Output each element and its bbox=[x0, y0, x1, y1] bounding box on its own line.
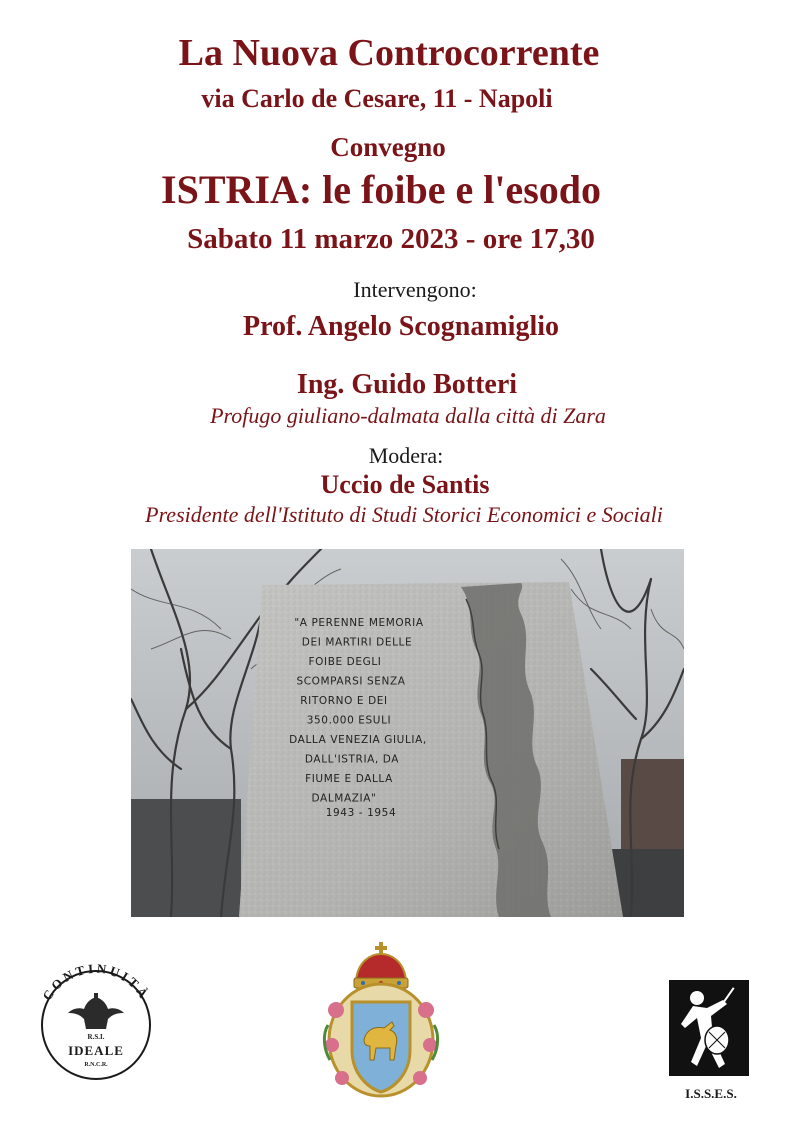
inscription-line: FOIBE DEGLI bbox=[308, 656, 382, 668]
logo-foot-text: R.N.C.R. bbox=[84, 1062, 108, 1068]
moderator-name: Uccio de Santis bbox=[320, 470, 490, 499]
speaker-name: Prof. Angelo Scognamiglio bbox=[242, 311, 560, 342]
logo-main-text: IDEALE bbox=[68, 1043, 124, 1058]
speakers-intro: Intervengono: bbox=[353, 277, 477, 302]
isses-logo bbox=[663, 978, 763, 1103]
inscription-years: 1943 - 1954 bbox=[325, 807, 397, 819]
inscription-line: SCOMPARSI SENZA bbox=[296, 675, 406, 688]
inscription-line: DALLA VENEZIA GIULIA, bbox=[289, 734, 427, 746]
moderator-intro: Modera: bbox=[368, 443, 444, 468]
coat-of-arms-logo bbox=[318, 940, 444, 1100]
speaker-name: Ing. Guido Botteri bbox=[296, 369, 518, 400]
isses-caption: I.S.S.E.S. bbox=[685, 1086, 737, 1101]
goat-shield-icon bbox=[352, 1002, 410, 1092]
organization-name: La Nuova Controcorrente bbox=[178, 32, 600, 74]
event-title: ISTRIA: le foibe e l'esodo bbox=[161, 167, 601, 212]
event-datetime: Sabato 11 marzo 2023 - ore 17,30 bbox=[187, 223, 595, 255]
logo-arc-text: CONTINUITÀ bbox=[39, 963, 153, 1004]
memorial-photo bbox=[131, 549, 684, 917]
speaker-role: Profugo giuliano-dalmata dalla città di Zara bbox=[210, 403, 606, 428]
moderator-role: Presidente dell'Istituto di Studi Storici Economici e Sociali bbox=[145, 502, 663, 527]
inscription-line: RITORNO E DEI bbox=[300, 695, 388, 707]
continuita-ideale-logo bbox=[28, 963, 164, 1081]
inscription-line: 350.000 ESULI bbox=[306, 714, 392, 727]
inscription-line: "A PERENNE MEMORIA bbox=[294, 617, 424, 629]
inscription-line: DALMAZIA" bbox=[311, 792, 377, 805]
inscription-line: DALL'ISTRIA, DA bbox=[304, 753, 400, 766]
inscription-line: FIUME E DALLA bbox=[305, 773, 393, 785]
logo-sub-text: R.S.I. bbox=[87, 1033, 105, 1041]
event-type: Convegno bbox=[330, 132, 446, 162]
inscription-line: DEI MARTIRI DELLE bbox=[301, 636, 413, 649]
venue-address: via Carlo de Cesare, 11 - Napoli bbox=[201, 84, 553, 113]
